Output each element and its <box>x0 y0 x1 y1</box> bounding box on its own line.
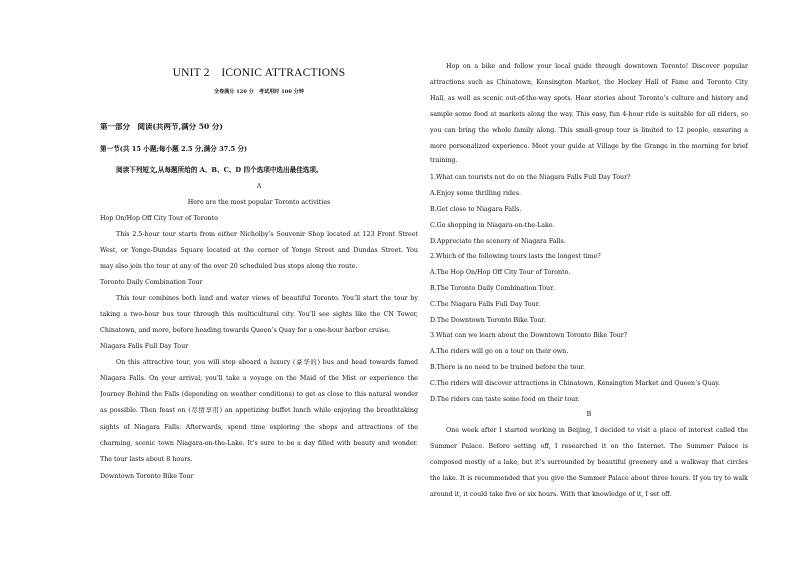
tour3-line: Journey Behind the Falls (depending on weather conditions) to get as close to this natural wonder <box>100 391 418 398</box>
tour3-title: Niagara Falls Full Day Tour <box>100 343 189 350</box>
question-option: D.Appreciate the scenery of Niagara Falls. <box>430 238 566 245</box>
passage-b-line: composed mostly of a lake, but it’s surrounded by beautiful greenery and a walkway that circles <box>430 459 748 466</box>
tour4-line: Hop on a bike and follow your local guide through downtown Toronto! Discover popular <box>446 63 748 70</box>
tour4-line: sample some food at markets along the way. This easy, fun 4-hour ride is suitable for all riders, so <box>430 111 748 118</box>
tour1-line: may also join the tour at any of the over 20 scheduled bus stops along the route. <box>100 263 358 270</box>
question-option: A.The Hop On/Hop Off City Tour of Toronto. <box>430 269 571 276</box>
tour4-line: Hall, as well as scenic out-of-the-way spots. Hear stories about Toronto’s culture and history and <box>430 95 748 102</box>
tour2-line: This tour combines both land and water views of beautiful Toronto. You’ll start the tour by <box>116 295 418 302</box>
passage-b-letter: B <box>586 411 592 418</box>
question-option: D.The riders can taste some food on their tour. <box>430 396 580 403</box>
tour2-title: Toronto Daily Combination Tour <box>100 279 203 286</box>
tour1-title: Hop On/Hop Off City Tour of Toronto <box>100 215 218 222</box>
question-stem: 3.What can we learn about the Downtown Toronto Bike Tour? <box>430 332 628 339</box>
tour3-line: Niagara Falls. On your arrival, you’ll take a voyage on the Maid of the Mist or experience the <box>100 375 418 382</box>
passage-a-letter: A <box>256 183 262 190</box>
question-option: C.Go shopping in Niagara-on-the-Lake. <box>430 222 555 229</box>
tour3-line: sights of Niagara Falls. Afterwards, spend time exploring the shops and attractions of the <box>100 424 418 431</box>
passage-b-line: around it, it could take five or six hours. With that knowledge of it, I set off. <box>430 491 672 498</box>
question-option: A.The riders will go on a tour on their own. <box>430 348 569 355</box>
tour1-line: West, or Yonge-Dundas Square located at the corner of Yonge Street and Dundas Street. You <box>100 247 418 254</box>
page-title: UNIT 2 ICONIC ATTRACTIONS <box>172 67 346 79</box>
passage-b-line: Summer Palace. Before setting off, I researched it on the Internet. The Summer Palace is <box>430 443 748 450</box>
question-option: C.The Niagara Falls Full Day Tour. <box>430 301 541 308</box>
tour4-line: more personalized experience. Meet your guide at Village by the Grange in the morning for brief <box>430 143 748 150</box>
section-heading: 第一节(共 15 小题;每小题 2.5 分,满分 37.5 分) <box>100 145 248 153</box>
instructions: 阅读下列短文,从每题所给的 A、B、C、D 四个选项中选出最佳选项。 <box>116 166 323 174</box>
tour2-line: Chinatown, and more, before heading towards Queen’s Quay for a one-hour harbor cruise. <box>100 327 391 334</box>
question-option: D.The Downtown Toronto Bike Tour. <box>430 317 546 324</box>
tour3-line: as possible. Then feast on (尽情享用) an appetizing buffet lunch while enjoying the breathtaking <box>100 407 418 414</box>
question-option: A.Enjoy some thrilling rides. <box>430 190 521 197</box>
tour4-line: you can bring the whole family along. This small-group tour is limited to 12 people, ensuring a <box>430 127 748 134</box>
question-stem: 2.Which of the following tours lasts the longest time? <box>430 253 601 260</box>
tour4-line: attractions such as Chinatown, Kensington Market, the Hockey Hall of Fame and Toronto City <box>430 79 748 86</box>
tour1-line: This 2.5-hour tour starts from either Nicholby’s Souvenir Shop located at 123 Front Street <box>116 231 418 238</box>
tour4-line: training. <box>430 157 458 164</box>
tour3-line: charming, scenic town Niagara-on-the-Lake. It’s sure to be a day filled with beauty and wonder. <box>100 440 418 447</box>
question-stem: 1.What can tourists not do on the Niagara Falls Full Day Tour? <box>430 174 631 181</box>
question-option: B.The Toronto Daily Combination Tour. <box>430 285 555 292</box>
tour3-line: On this attractive tour, you will step aboard a luxury (豪华的) bus and head towards famed <box>116 359 418 366</box>
tour4-title: Downtown Toronto Bike Tour <box>100 473 194 480</box>
passage-b-line: One week after I started working in Beijing, I decided to visit a place of interest called the <box>446 427 748 434</box>
part-heading: 第一部分 阅读(共两节,满分 50 分) <box>100 123 223 131</box>
score-note: 全卷满分 120 分 考试用时 100 分钟 <box>213 89 305 95</box>
tour3-line: The tour lasts about 8 hours. <box>100 456 193 463</box>
tour2-line: taking a two-hour bus tour through this multicultural city. You’ll see sights like the CN Tower, <box>100 311 418 318</box>
passage-b-line: the lake. It is recommended that you give the Summer Palace about three hours. If you try to walk <box>430 475 748 482</box>
question-option: B.Get close to Niagara Falls. <box>430 206 522 213</box>
question-option: B.There is no need to be trained before the tour. <box>430 364 585 371</box>
question-option: C.The riders will discover attractions in Chinatown, Kensington Market and Queen’s Quay. <box>430 380 721 387</box>
passage-a-intro: Here are the most popular Toronto activities <box>187 199 331 206</box>
